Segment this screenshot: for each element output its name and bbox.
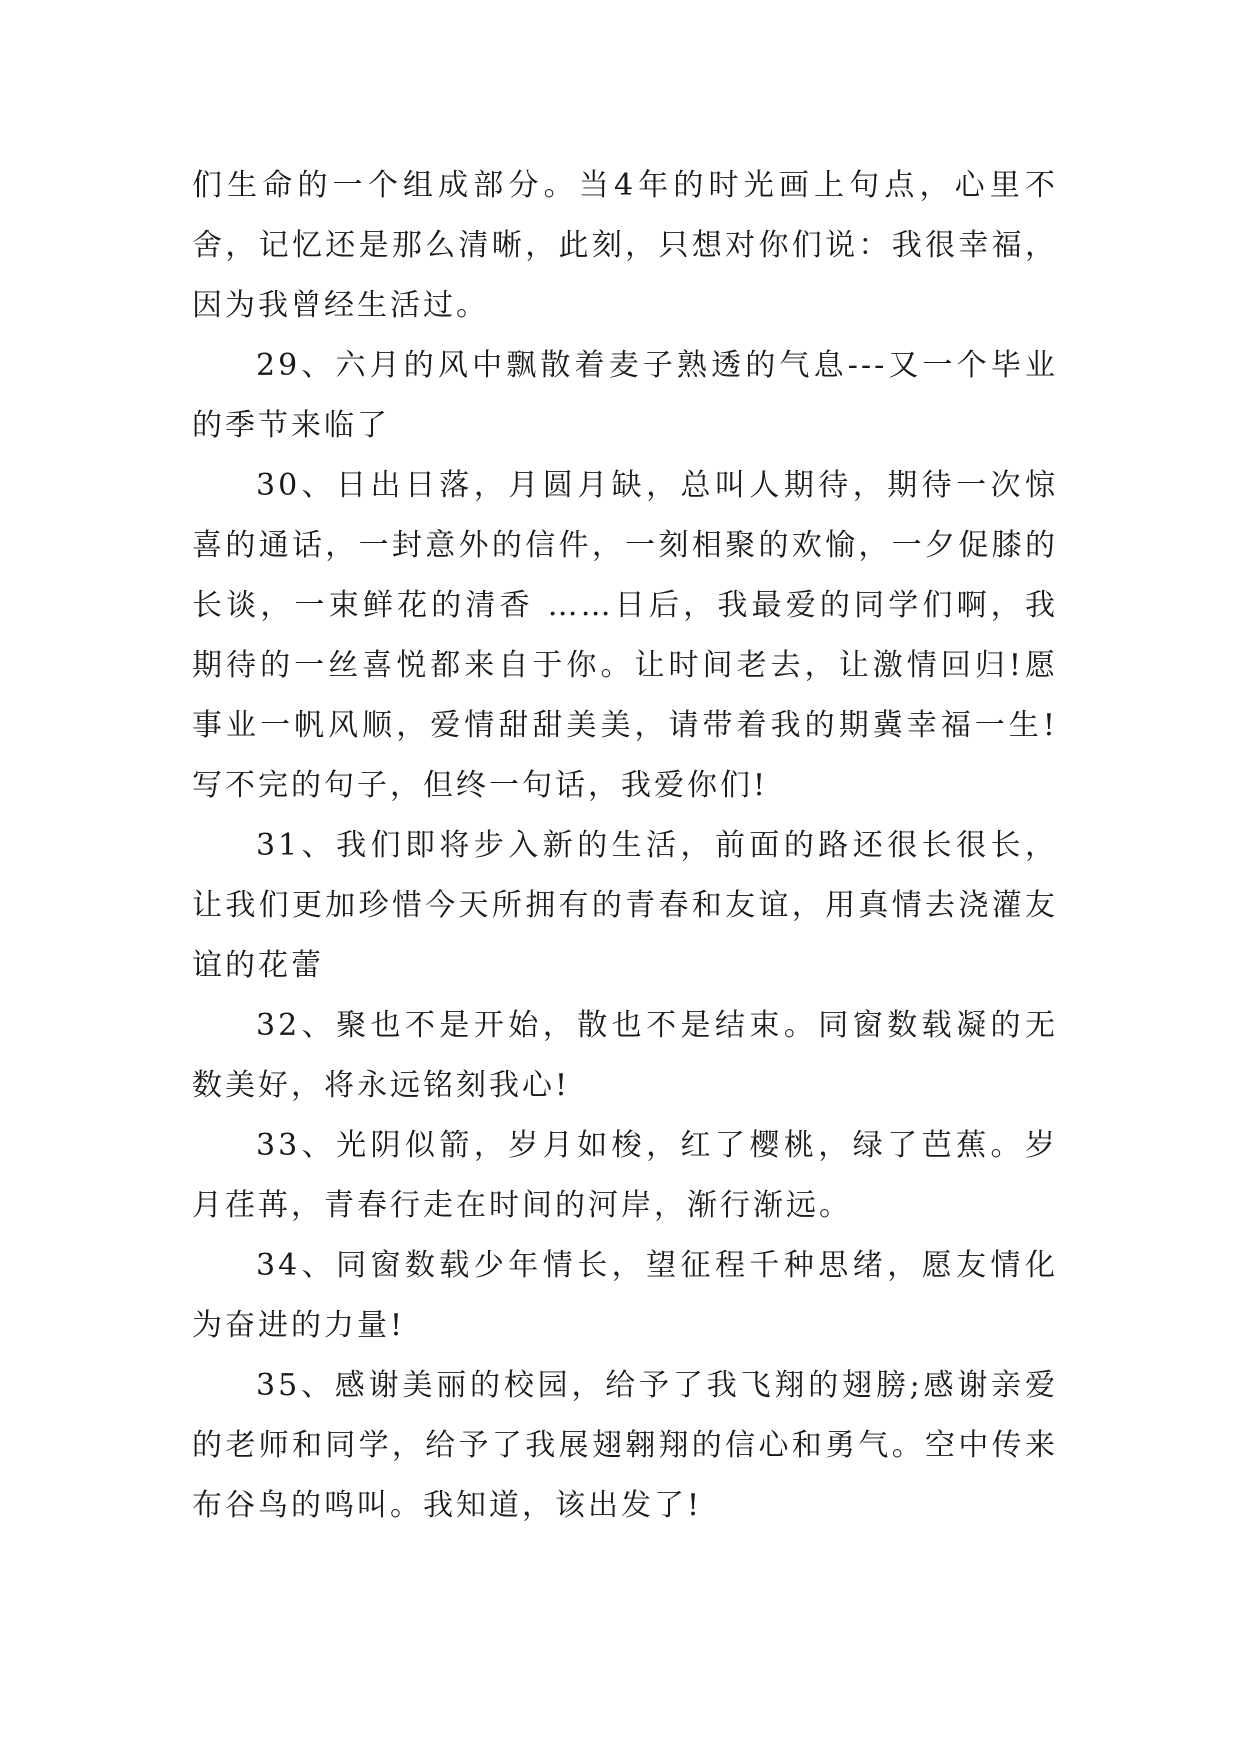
paragraph-35: 35、感谢美丽的校园，给予了我飞翔的翅膀;感谢亲爱的老师和同学，给予了我展翅翱翔的信心和勇气。空中传来布谷鸟的鸣叫。我知道，该出发了! <box>192 1368 1058 1523</box>
paragraph-30: 30、日出日落，月圆月缺，总叫人期待，期待一次惊喜的通话，一封意外的信件，一刻相聚的欢愉，一夕促膝的长谈，一束鲜花的清香 ……日后，我最爱的同学们啊，我期待的一丝喜悦都来自于你。让时间老去，让激情回归!愿事业一帆风顺，爱情甜甜美美，请带着我的期冀幸福一生!写不完的句子，但终一句话，我爱你们! <box>192 468 1058 803</box>
paragraph-32: 32、聚也不是开始，散也不是结束。同窗数载凝的无数美好，将永远铭刻我心! <box>192 1008 1058 1103</box>
paragraph-33: 33、光阴似箭，岁月如梭，红了樱桃，绿了芭蕉。岁月荏苒，青春行走在时间的河岸，渐行渐远。 <box>192 1128 1058 1223</box>
paragraph-continuation: 们生命的一个组成部分。当4年的时光画上句点，心里不舍，记忆还是那么清晰，此刻，只想对你们说：我很幸福，因为我曾经生活过。 <box>192 168 1058 323</box>
paragraph-31: 31、我们即将步入新的生活，前面的路还很长很长，让我们更加珍惜今天所拥有的青春和友谊，用真情去浇灌友谊的花蕾 <box>192 828 1058 983</box>
paragraph-29: 29、六月的风中飘散着麦子熟透的气息---又一个毕业的季节来临了 <box>192 348 1058 443</box>
document-body <box>192 156 1058 1536</box>
paragraph-34: 34、同窗数载少年情长，望征程千种思绪，愿友情化为奋进的力量! <box>192 1248 1058 1343</box>
